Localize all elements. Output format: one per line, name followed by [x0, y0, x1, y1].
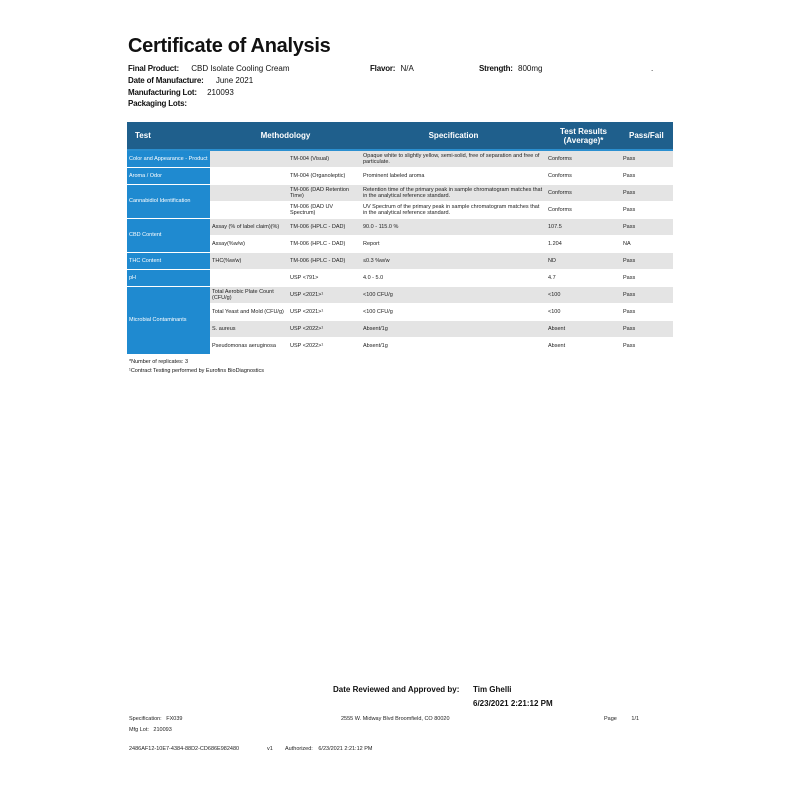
- footer-spec-label: Specification:: [129, 716, 162, 722]
- footnotes: [129, 358, 264, 376]
- table-row: [127, 168, 673, 185]
- result-cell: <100: [546, 287, 621, 304]
- lot-line: [128, 88, 234, 97]
- pass-cell: Pass: [621, 219, 673, 236]
- spec-cell: ≤0.3 %w/w: [361, 253, 546, 270]
- col-results-header: Test Results (Average)*: [546, 122, 621, 150]
- result-cell: Absent: [546, 338, 621, 355]
- approval-label: Date Reviewed and Approved by:: [333, 685, 460, 694]
- test-name-cell: THC Content: [127, 253, 210, 270]
- spec-cell: UV Spectrum of the primary peak in sample chromatogram matches that in the analytical reference standard.: [361, 202, 546, 219]
- result-cell: Conforms: [546, 150, 621, 168]
- packaging-lots-line: [128, 99, 187, 108]
- footer-authorized-value: 6/23/2021 2:21:12 PM: [318, 746, 373, 752]
- table-row: [127, 185, 673, 202]
- strength-line: [479, 64, 542, 73]
- result-cell: Conforms: [546, 202, 621, 219]
- lot-label: Manufacturing Lot:: [128, 88, 197, 97]
- footer-mfg-lot-value: 210093: [153, 727, 172, 733]
- strength-value: 800mg: [518, 64, 543, 73]
- strength-label: Strength:: [479, 64, 513, 73]
- flavor-value: N/A: [400, 64, 414, 73]
- pass-cell: Pass: [621, 202, 673, 219]
- footer-mfg-lot: [129, 727, 172, 733]
- col-methodology-header: Methodology: [210, 122, 361, 150]
- method-cell: TM-006 (HPLC - DAD): [288, 253, 361, 270]
- result-cell: 107.5: [546, 219, 621, 236]
- table-row: [127, 287, 673, 304]
- sub-test-cell: Total Yeast and Mold (CFU/g): [210, 304, 288, 321]
- approval-date: 6/23/2021 2:21:12 PM: [473, 699, 553, 708]
- pass-cell: Pass: [621, 168, 673, 185]
- sub-test-cell: Assay(%w/w): [210, 236, 288, 253]
- footer-version: v1: [267, 746, 273, 752]
- contract-note: ¹Contract Testing performed by Eurofins BioDiagnostics: [129, 368, 265, 374]
- pass-cell: Pass: [621, 338, 673, 355]
- pass-cell: Pass: [621, 150, 673, 168]
- sub-test-cell: Total Aerobic Plate Count (CFU/g): [210, 287, 288, 304]
- final-product-line: [128, 64, 289, 73]
- footer-authorized-label: Authorized:: [285, 746, 313, 752]
- test-name-cell: Color and Appearance - Product: [127, 150, 210, 168]
- result-cell: 1.204: [546, 236, 621, 253]
- result-cell: Conforms: [546, 185, 621, 202]
- manufacture-date-line: [128, 76, 253, 85]
- footer-page-value: 1/1: [631, 716, 640, 722]
- final-product-label: Final Product:: [128, 64, 179, 73]
- sub-test-cell: Assay (% of label claim)(%): [210, 219, 288, 236]
- method-cell: TM-006 (HPLC - DAD): [288, 236, 361, 253]
- manufacture-date-label: Date of Manufacture:: [128, 76, 204, 85]
- pass-cell: Pass: [621, 270, 673, 287]
- table-row: [127, 150, 673, 168]
- method-cell: USP <791>: [288, 270, 361, 287]
- spec-cell: <100 CFU/g: [361, 287, 546, 304]
- packaging-lots-label: Packaging Lots:: [128, 99, 187, 108]
- manufacture-date-value: June 2021: [215, 76, 254, 85]
- final-product-value: CBD Isolate Cooling Cream: [191, 64, 290, 73]
- approver-name: Tim Ghelli: [473, 685, 512, 694]
- table-row: [127, 253, 673, 270]
- method-cell: USP <2021>¹: [288, 304, 361, 321]
- method-cell: USP <2022>¹: [288, 338, 361, 355]
- result-cell: <100: [546, 304, 621, 321]
- table-row: [127, 270, 673, 287]
- pass-cell: NA: [621, 236, 673, 253]
- table-header-row: [127, 122, 673, 150]
- test-name-cell: pH: [127, 270, 210, 287]
- method-cell: TM-006 (DAD Retention Time): [288, 185, 361, 202]
- sub-test-cell: THC(%w/w): [210, 253, 288, 270]
- spec-cell: 4.0 - 5.0: [361, 270, 546, 287]
- header-dot: .: [651, 64, 654, 73]
- footer-doc-id: 2486AF12-10E7-4384-88D2-CD686E982480: [129, 746, 240, 752]
- result-cell: 4.7: [546, 270, 621, 287]
- test-name-cell: Microbial Contaminants: [127, 287, 210, 355]
- sub-test-cell: [210, 185, 288, 202]
- test-name-cell: CBD Content: [127, 219, 210, 253]
- pass-cell: Pass: [621, 253, 673, 270]
- footer-spec: [129, 716, 182, 722]
- sub-test-cell: [210, 202, 288, 219]
- pass-cell: Pass: [621, 287, 673, 304]
- sub-test-cell: [210, 150, 288, 168]
- footer-authorized: [285, 746, 372, 752]
- spec-cell: 90.0 - 115.0 %: [361, 219, 546, 236]
- spec-cell: Retention time of the primary peak in sample chromatogram matches that in the analytical reference standard.: [361, 185, 546, 202]
- footer-page-label: Page: [604, 716, 617, 722]
- sub-test-cell: S. aureus: [210, 321, 288, 338]
- document-title: Certificate of Analysis: [128, 35, 331, 57]
- flavor-label: Flavor:: [370, 64, 396, 73]
- method-cell: TM-004 (Visual): [288, 150, 361, 168]
- sub-test-cell: Pseudomonas aeruginosa: [210, 338, 288, 355]
- analysis-table: [127, 122, 673, 355]
- sub-test-cell: [210, 270, 288, 287]
- method-cell: TM-006 (DAD UV Spectrum): [288, 202, 361, 219]
- result-cell: Absent: [546, 321, 621, 338]
- flavor-line: [370, 64, 414, 73]
- test-name-cell: Aroma / Odor: [127, 168, 210, 185]
- sub-test-cell: [210, 168, 288, 185]
- replicates-note: *Number of replicates: 3: [129, 359, 188, 365]
- pass-cell: Pass: [621, 185, 673, 202]
- col-specification-header: Specification: [361, 122, 546, 150]
- footer-page: [604, 716, 639, 722]
- footer-mfg-lot-label: Mfg Lot:: [129, 727, 149, 733]
- method-cell: USP <2022>¹: [288, 321, 361, 338]
- lot-value: 210093: [207, 88, 234, 97]
- spec-cell: Report: [361, 236, 546, 253]
- spec-cell: Opaque white to slightly yellow, semi-solid, free of separation and free of particulate.: [361, 150, 546, 168]
- result-cell: Conforms: [546, 168, 621, 185]
- table-row: [127, 219, 673, 236]
- spec-cell: <100 CFU/g: [361, 304, 546, 321]
- spec-cell: Prominent labeled aroma: [361, 168, 546, 185]
- method-cell: TM-004 (Organoleptic): [288, 168, 361, 185]
- col-passfail-header: Pass/Fail: [621, 122, 673, 150]
- footer-address: 2555 W. Midway Blvd Broomfield, CO 80020: [341, 716, 450, 722]
- col-test-header: Test: [127, 122, 210, 150]
- method-cell: TM-006 (HPLC - DAD): [288, 219, 361, 236]
- pass-cell: Pass: [621, 304, 673, 321]
- spec-cell: Absent/1g: [361, 338, 546, 355]
- footer-spec-value: FX039: [166, 716, 183, 722]
- test-name-cell: Cannabidiol Identification: [127, 185, 210, 219]
- method-cell: USP <2021>¹: [288, 287, 361, 304]
- pass-cell: Pass: [621, 321, 673, 338]
- spec-cell: Absent/1g: [361, 321, 546, 338]
- result-cell: ND: [546, 253, 621, 270]
